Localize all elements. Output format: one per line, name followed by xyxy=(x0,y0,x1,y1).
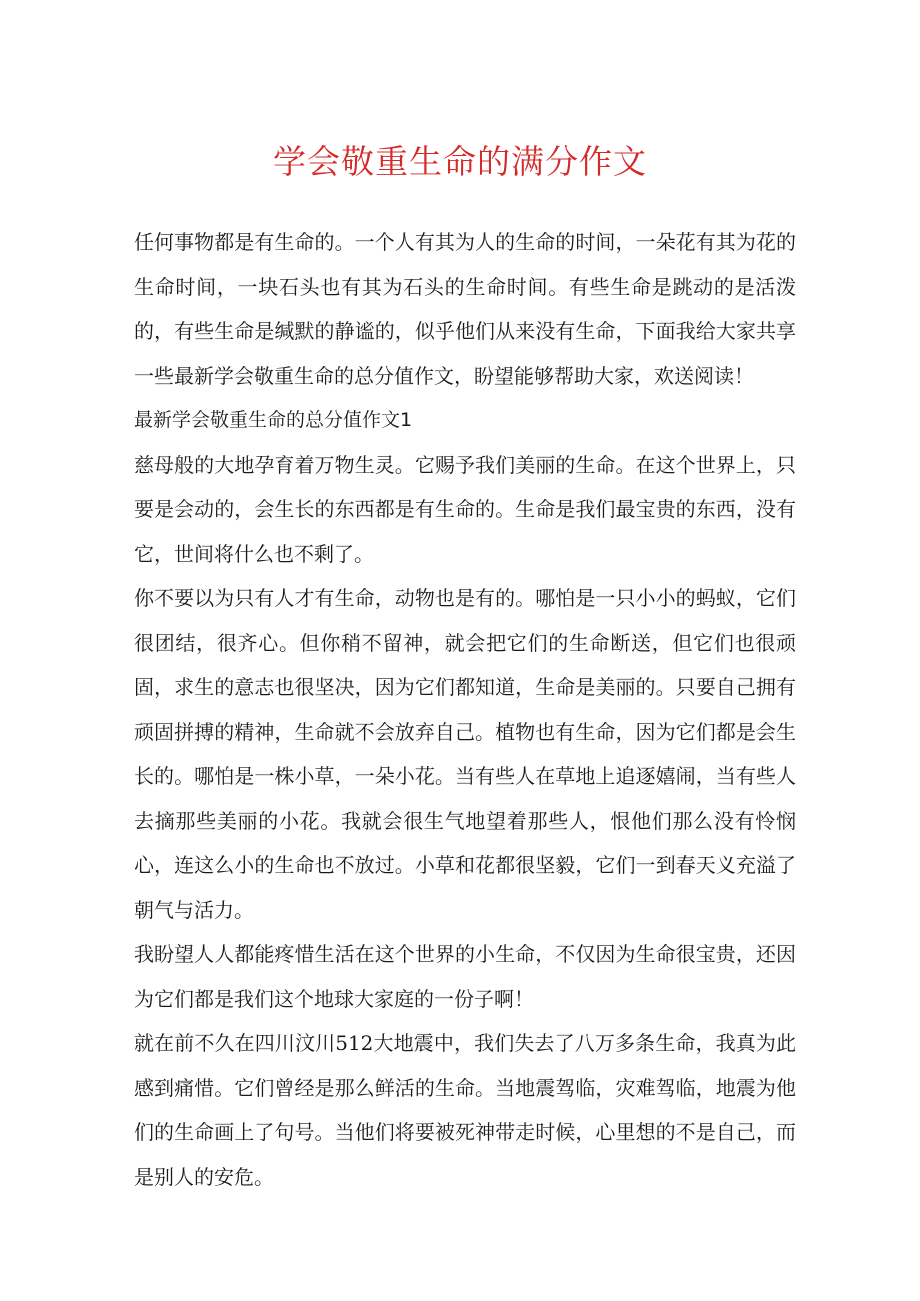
paragraph: 慈母般的大地孕育着万物生灵。它赐予我们美丽的生命。在这个世界上，只要是会动的，会生长的东西都是有生命的。生命是我们最宝贵的东西，没有它，世间将什么也不剩了。 xyxy=(134,452,796,566)
paragraph: 就在前不久在四川汶川512大地震中，我们失去了八万多条生命，我真为此感到痛惜。它们曾经是那么鲜活的生命。当地震驾临，灾难驾临，地震为他们的生命画上了句号。当他们将要被死神带走时候，心里想的不是自己，而是别人的安危。 xyxy=(134,1031,796,1189)
section-heading: 最新学会敬重生命的总分值作文1 xyxy=(134,409,413,431)
document-body xyxy=(134,220,796,1199)
document-title: 学会敬重生命的满分作文 xyxy=(273,142,647,181)
paragraph: 你不要以为只有人才有生命，动物也是有的。哪怕是一只小小的蚂蚁，它们很团结，很齐心。但你稍不留神，就会把它们的生命断送，但它们也很顽固，求生的意志也很坚决，因为它们都知道，生命是美丽的。只要自己拥有顽固拼搏的精神，生命就不会放弃自己。植物也有生命，因为它们都是会生长的。哪怕是一株小草，一朵小花。当有些人在草地上追逐嬉闹，当有些人去摘那些美丽的小花。我就会很生气地望着那些人，恨他们那么没有怜悯心，连这么小的生命也不放过。小草和花都很坚毅，它们一到春天义充溢了朝气与活力。 xyxy=(134,586,796,922)
paragraph-intro: 任何事物都是有生命的。一个人有其为人的生命的时间，一朵花有其为花的生命时间，一块石头也有其为石头的生命时间。有些生命是跳动的是活泼的，有些生命是缄默的静谧的，似乎他们从来没有生命，下面我给大家共享一些最新学会敬重生命的总分值作文，盼望能够帮助大家，欢送阅读！ xyxy=(134,230,796,388)
paragraph: 我盼望人人都能疼惜生活在这个世界的小生命，不仅因为生命很宝贵，还因为它们都是我们这个地球大家庭的一份子啊！ xyxy=(134,942,796,1011)
